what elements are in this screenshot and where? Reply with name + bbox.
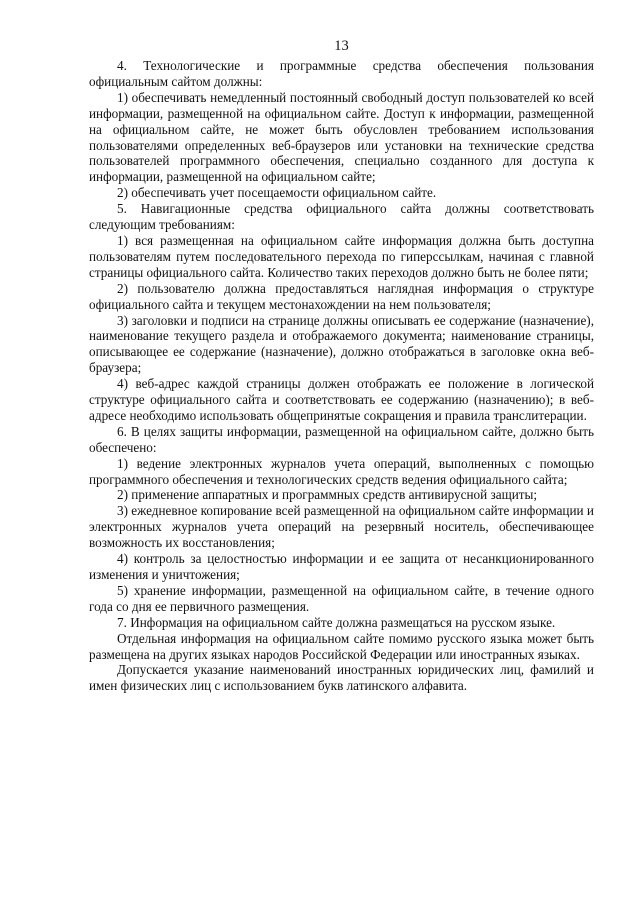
paragraph-section-5-item-2: 2) пользователю должна предоставляться наглядная информация о структуре официального сайта и текущем местонахождении на нем пользователя; — [89, 280, 594, 312]
paragraph-latin-alphabet: Допускается указание наименований иностранных юридических лиц, фамилий и имен физических лиц с использованием букв латинского алфавита. — [89, 662, 594, 694]
paragraph-section-4-intro: 4. Технологические и программные средства обеспечения пользования официальным сайтом должны: — [89, 58, 594, 89]
paragraph-section-5-item-4: 4) веб-адрес каждой страницы должен отображать ее положение в логической структуре официального сайта и соответствовать ее содержанию (назначению); в веб-адресе необходимо использовать общепринятые сокращения и правила транслитерации. — [89, 376, 594, 423]
page-number: 13 — [334, 38, 349, 54]
paragraph-section-5-item-3: 3) заголовки и подписи на странице должны описывать ее содержание (назначение), наименование текущего раздела и отображаемого документа; наименование страницы, описывающее ее содержание (назначение), должно отображаться в заголовке окна веб-браузера; — [89, 312, 594, 376]
paragraph-section-6-intro: 6. В целях защиты информации, размещенной на официальном сайте, должно быть обеспечено: — [89, 423, 594, 455]
paragraph-section-6-item-3: 3) ежедневное копирование всей размещенной на официальном сайте информации и электронных журналов учета операций на резервный носитель, обеспечивающее возможность их восстановления; — [89, 503, 594, 551]
paragraph-section-6-item-1: 1) ведение электронных журналов учета операций, выполненных с помощью программного обеспечения и технологических средств ведения официального сайта; — [89, 455, 594, 487]
paragraph-section-6-item-5: 5) хранение информации, размещенной на официальном сайте, в течение одного года со дня ее первичного размещения. — [89, 582, 594, 614]
paragraph-section-6-item-4: 4) контроль за целостностью информации и ее защита от несанкционированного изменения и уничтожения; — [89, 551, 594, 582]
paragraph-section-4-item-1: 1) обеспечивать немедленный постоянный свободный доступ пользователей ко всей информации, размещенной на официальном сайте. Доступ к информации, размещенной на официальном сайте, не может быть обусловлен требованием использования пользователями определенных веб-браузеров или установки на технические средства пользователей программного обеспечения, специально созданного для доступа к информации, размещенной на официальном сайте; — [89, 89, 594, 185]
paragraph-section-6-item-2: 2) применение аппаратных и программных средств антивирусной защиты; — [117, 487, 538, 503]
paragraph-other-languages: Отдельная информация на официальном сайте помимо русского языка может быть размещена на других языках народов Российской Федерации или иностранных языках. — [89, 630, 594, 662]
paragraph-section-4-item-2: 2) обеспечивать учет посещаемости официальном сайте. — [117, 185, 437, 201]
paragraph-section-5-intro: 5. Навигационные средства официального сайта должны соответствовать следующим требованиям: — [89, 201, 594, 233]
paragraph-section-7: 7. Информация на официальном сайте должна размещаться на русском языке. — [117, 614, 556, 630]
paragraph-section-5-item-1: 1) вся размещенная на официальном сайте информация должна быть доступна пользователям путем последовательного перехода по гиперссылкам, начиная с главной страницы официального сайта. Количество таких переходов должно быть не более пяти; — [89, 232, 594, 280]
